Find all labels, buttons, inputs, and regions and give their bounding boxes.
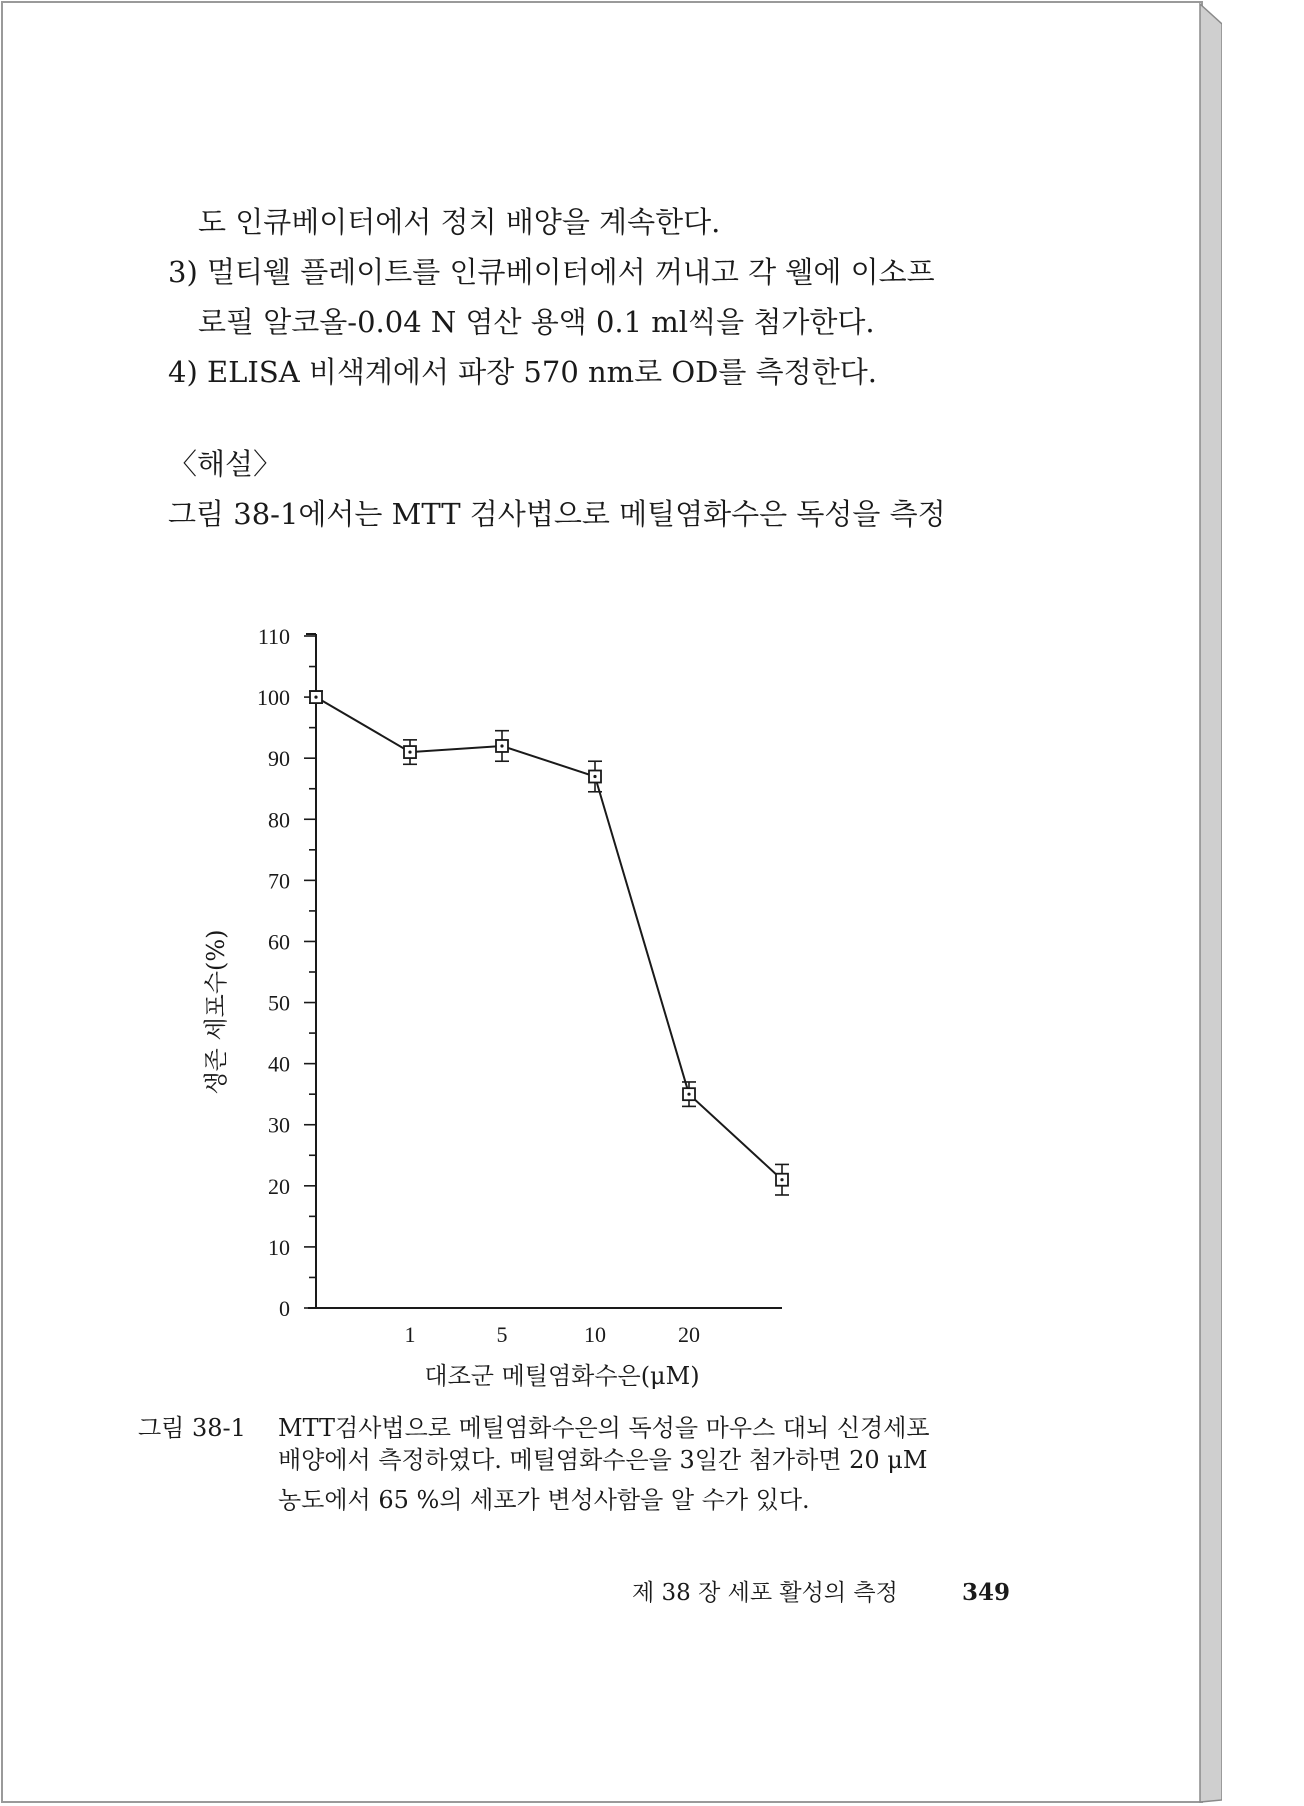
section-heading: 〈해설〉 — [168, 447, 283, 481]
y-tick-label: 20 — [268, 1173, 290, 1199]
body-line-3: 로필 알코올-0.04 N 염산 용액 0.1 ml씩을 첨가한다. — [198, 305, 875, 339]
body-line-4: 4) ELISA 비색계에서 파장 570 nm로 OD를 측정한다. — [168, 355, 877, 389]
outer-margin — [1222, 0, 1304, 1806]
caption-label: 그림 38-1 — [138, 1414, 246, 1442]
point-marker-dot — [780, 1178, 783, 1181]
y-tick-label: 70 — [268, 868, 290, 894]
y-tick-label: 0 — [279, 1296, 290, 1321]
body-line-2: 3) 멀티웰 플레이트를 인큐베이터에서 꺼내고 각 웰에 이소프 — [168, 255, 935, 289]
x-tick-label: 20 — [678, 1322, 700, 1347]
explanation-line: 그림 38-1에서는 MTT 검사법으로 메틸염화수은 독성을 측정 — [168, 497, 946, 531]
y-tick-label: 30 — [268, 1112, 290, 1138]
caption-line-3: 농도에서 65 %의 세포가 변성사함을 알 수가 있다. — [278, 1486, 810, 1514]
x-tick-label: 1 — [404, 1322, 416, 1347]
x-axis-label: 대조군 메틸염화수은(μM) — [424, 1362, 700, 1390]
y-tick-label: 80 — [268, 807, 290, 833]
y-axis-label: 생존 세포수(%) — [202, 929, 230, 1095]
book-edge — [1200, 4, 1222, 1802]
point-marker-dot — [687, 1093, 690, 1096]
caption-line-2: 배양에서 측정하였다. 메틸염화수은을 3일간 첨가하면 20 μM — [278, 1446, 928, 1474]
x-tick-label: 5 — [496, 1322, 508, 1347]
y-tick-label: 90 — [268, 746, 290, 772]
caption-line-1: MTT검사법으로 메틸염화수은의 독성을 마우스 대뇌 신경세포 — [278, 1414, 930, 1442]
data-point — [309, 691, 323, 703]
y-tick-label: 110 — [257, 624, 290, 649]
y-tick-label: 40 — [268, 1051, 290, 1077]
y-tick-label: 50 — [268, 990, 290, 1016]
page-number: 349 — [962, 1579, 1011, 1606]
point-marker-dot — [314, 695, 317, 698]
y-tick-label: 10 — [268, 1234, 290, 1260]
y-tick-label: 100 — [257, 685, 290, 711]
running-head: 제 38 장 세포 활성의 측정 — [632, 1580, 898, 1606]
y-tick-label: 60 — [268, 929, 290, 955]
point-marker-dot — [593, 775, 596, 778]
body-line-1: 도 인큐베이터에서 정치 배양을 계속한다. — [198, 205, 721, 239]
point-marker-dot — [408, 750, 411, 753]
x-tick-label: 10 — [584, 1322, 606, 1347]
point-marker-dot — [500, 744, 503, 747]
